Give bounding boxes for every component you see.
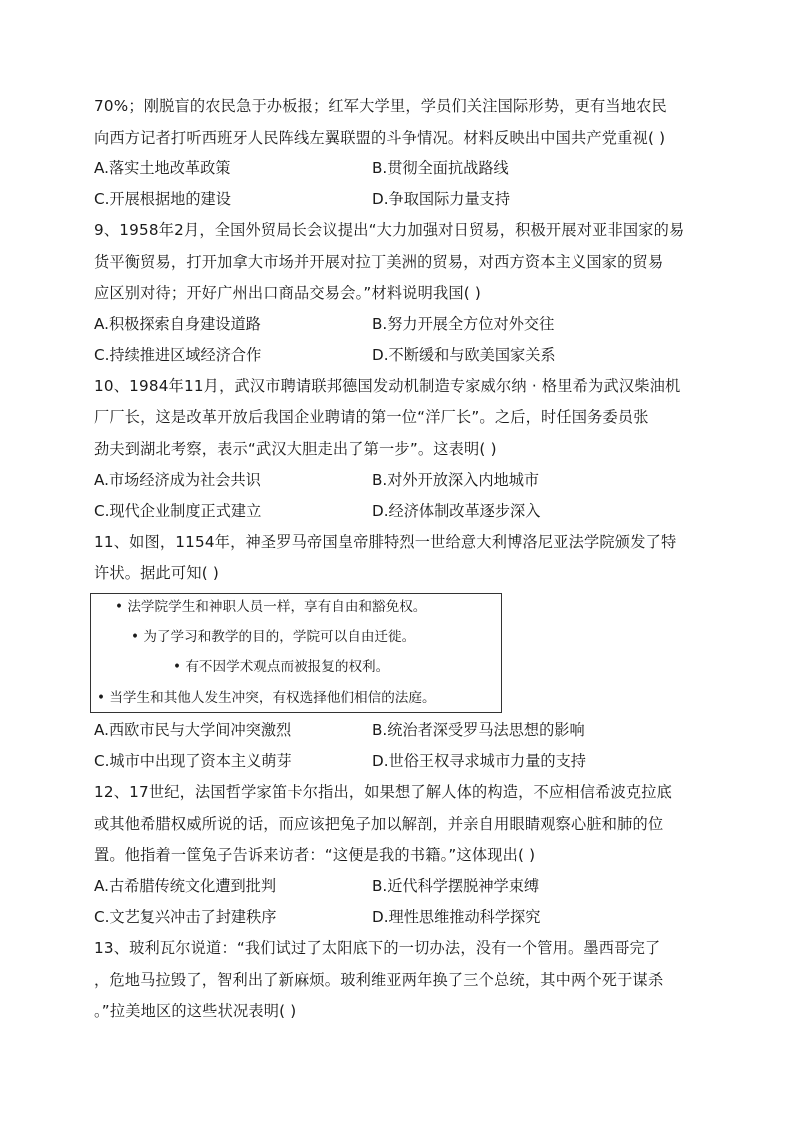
q9-option-b: B.努力开展全方位对外交往 [372,315,555,333]
q10-option-a: A.市场经济成为社会共识 [94,471,261,489]
q12-stem-line-3: 置。他指着一筐兔子告诉来访者：“这便是我的书籍。”这体现出( ) [94,846,536,864]
q10-stem-line-2: 厂厂长，这是改革开放后我国企业聘请的第一位“洋厂长”。之后，时任国务委员张 [94,408,649,426]
q12-option-c: C.文艺复兴冲击了封建秩序 [94,908,277,926]
q9-stem-line-1: 9、1958年2月，全国外贸局长会议提出“大力加强对日贸易，积极开展对亚非国家的易 [94,221,685,239]
q11-option-a: A.西欧市民与大学间冲突激烈 [94,721,292,739]
q8-stem-line-2: 向西方记者打听西班牙人民阵线左翼联盟的斗争情况。材料反映出中国共产党重视( ) [94,129,666,147]
q12-stem-line-2: 或其他希腊权威所说的话，而应该把兔子加以解剖，并亲自用眼睛观察心脏和肺的位 [94,815,664,833]
q11-option-d: D.世俗王权寻求城市力量的支持 [372,752,586,770]
q9-option-a: A.积极探索自身建设道路 [94,315,261,333]
q12-option-b: B.近代科学摆脱神学束缚 [372,877,540,895]
q11-option-c: C.城市中出现了资本主义萌芽 [94,752,292,770]
q10-option-b: B.对外开放深入内地城市 [372,471,540,489]
q12-option-a: A.古希腊传统文化遭到批判 [94,877,277,895]
q13-stem-line-2: ，危地马拉毁了，智利出了新麻烦。玻利维亚两年换了三个总统，其中两个死于谋杀 [94,971,664,989]
q10-stem-line-3: 劲夫到湖北考察，表示“武汉大胆走出了第一步”。这表明( ) [94,440,497,458]
q13-stem-line-1: 13、玻利瓦尔说道：“我们试过了太阳底下的一切办法，没有一个管用。墨西哥完了 [94,939,661,957]
q9-stem-line-2: 货平衡贸易，打开加拿大市场并开展对拉丁美洲的贸易，对西方资本主义国家的贸易 [94,253,664,271]
q8-option-c: C.开展根据地的建设 [94,190,231,208]
charter-clause-2: • 为了学习和教学的目的，学院可以自由迁徙。 [131,629,416,645]
q13-stem-line-3: 。”拉美地区的这些状况表明( ) [94,1002,297,1020]
q11-stem-line-2: 许状。据此可知( ) [94,564,219,582]
q12-stem-line-1: 12、17世纪，法国哲学家笛卡尔指出，如果想了解人体的构造，不应相信希波克拉底 [94,783,673,801]
q9-option-c: C.持续推进区域经济合作 [94,346,262,364]
q10-option-d: D.经济体制改革逐步深入 [372,502,541,520]
q11-stem-line-1: 11、如图，1154年，神圣罗马帝国皇帝腓特烈一世给意大利博洛尼亚法学院颁发了特 [94,533,677,551]
q8-option-b: B.贯彻全面抗战路线 [372,159,509,177]
q10-option-c: C.现代企业制度正式建立 [94,502,262,520]
q8-option-a: A.落实土地改革政策 [94,159,231,177]
q12-option-d: D.理性思维推动科学探究 [372,908,541,926]
q10-stem-line-1: 10、1984年11月，武汉市聘请联邦德国发动机制造专家威尔纳 · 格里希为武汉柴油机 [94,377,681,395]
charter-clause-4: • 当学生和其他人发生冲突，有权选择他们相信的法庭。 [97,690,436,706]
charter-clause-3: • 有不因学术观点而被报复的权利。 [173,659,390,675]
q11-option-b: B.统治者深受罗马法思想的影响 [372,721,585,739]
q9-option-d: D.不断缓和与欧美国家关系 [372,346,556,364]
q8-option-d: D.争取国际力量支持 [372,190,511,208]
charter-excerpt-box [90,593,502,713]
charter-clause-1: • 法学院学生和神职人员一样，享有自由和豁免权。 [115,599,427,615]
q8-stem-line-1: 70%；刚脱盲的农民急于办板报；红军大学里，学员们关注国际形势，更有当地农民 [94,97,667,115]
q9-stem-line-3: 应区别对待；开好广州出口商品交易会。”材料说明我国( ) [94,284,482,302]
